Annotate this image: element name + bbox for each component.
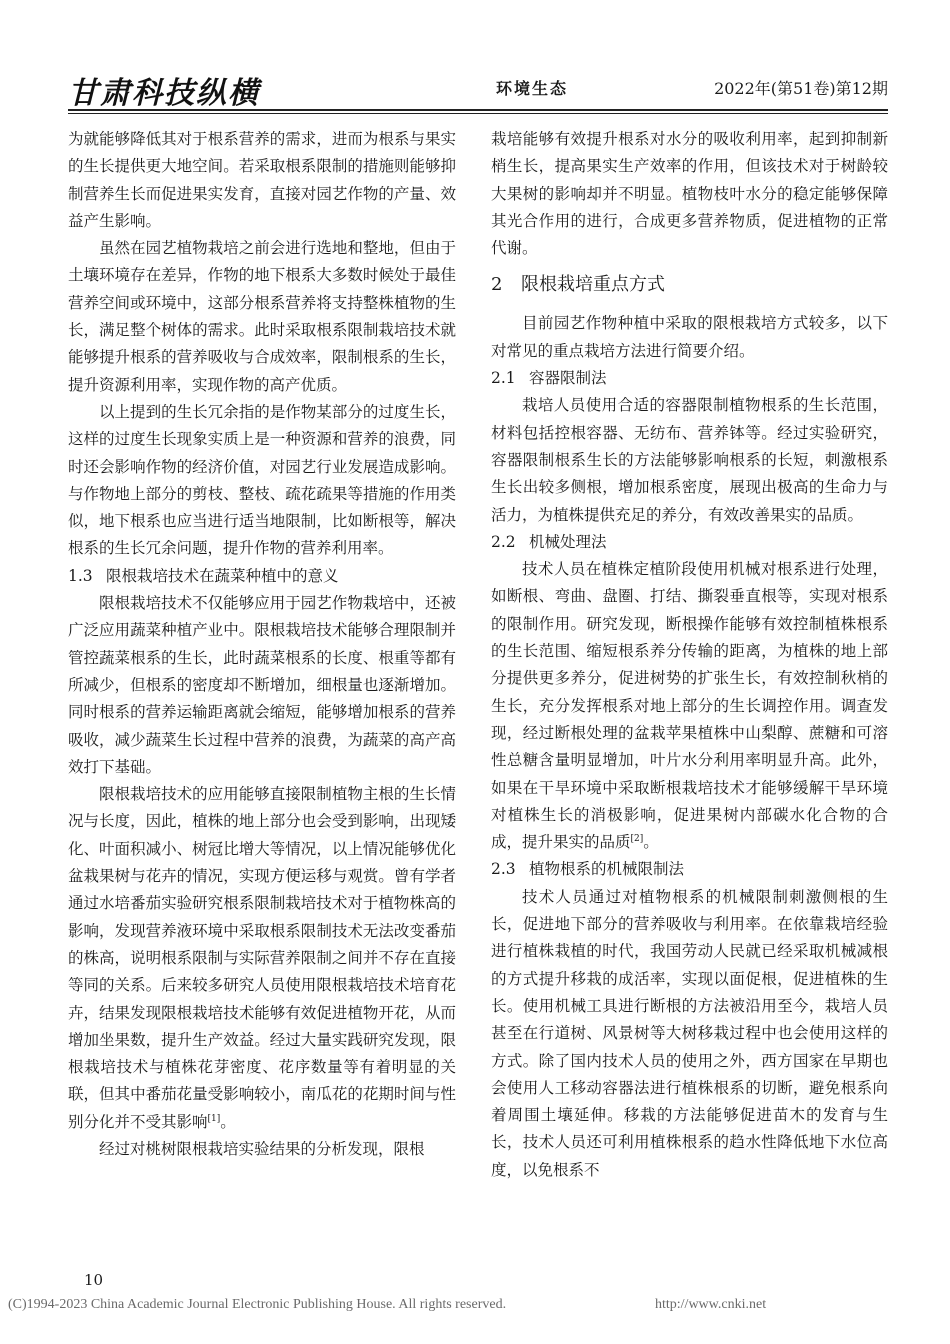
header-rule-thin	[68, 113, 888, 114]
footer-url: http://www.cnki.net	[655, 1297, 767, 1312]
heading-number: 2.1	[491, 369, 516, 388]
journal-title-logo: 甘肃科技纵横	[68, 76, 260, 111]
section-heading-2-3	[491, 856, 888, 883]
paragraph: 虽然在园艺植物栽培之前会进行选地和整地，但由于土壤环境存在差异，作物的地下根系大多数时候处于最佳营养空间或环境中，这部分根系营养将支持整株植物的生长，满足整个树体的需求。此时采取根系限制栽培技术就能够提升根系的营养吸收与合成效率，限制根系的生长，提升资源利用率，实现作物的高产优质。	[68, 239, 456, 394]
citation: [2]	[630, 833, 644, 844]
section-heading-2-2	[491, 529, 888, 556]
section-name: 环境生态	[496, 79, 569, 98]
paragraph: 目前园艺作物种植中采取的限根栽培方式较多，以下对常见的重点栽培方法进行简要介绍。	[491, 314, 888, 360]
paragraph: 限根栽培技术不仅能够应用于园艺作物栽培中，还被广泛应用蔬菜种植产业中。限根栽培技术能够合理限制并管控蔬菜根系的生长，此时蔬菜根系的长度、根重等都有所减少，但根系的密度却不断增加，细根量也逐渐增加。同时根系的营养运输距离就会缩短，能够增加根系的营养吸收，减少蔬菜生长过程中营养的浪费，为蔬菜的高产高效打下基础。	[68, 594, 456, 776]
section-heading-2-1	[491, 365, 888, 392]
heading-text: 植物根系的机械限制法	[529, 860, 685, 879]
paragraph: 以上提到的生长冗余指的是作物某部分的过度生长，这样的过度生长现象实质上是一种资源和营养的浪费，同时还会影响作物的经济价值，对园艺行业发展造成影响。与作物地上部分的剪枝、整枝、疏花疏果等措施的作用类似，地下根系也应当进行适当地限制，比如断根等，解决根系的生长冗余问题，提升作物的营养利用率。	[68, 402, 456, 558]
paragraph	[491, 556, 888, 856]
paragraph	[68, 781, 456, 1136]
paragraph-end: 。	[643, 833, 659, 852]
section-heading-1-3	[68, 563, 456, 590]
paragraph: 技术人员通过对植物根系的机械限制刺激侧根的生长，促进地下部分的营养吸收与利用率。在依靠栽培经验进行植株栽植的时代，我国劳动人民就已经采取机械减根的方式提升移栽的成活率，实现以面促根，促进植株的生长。使用机械工具进行断根的方法被沿用至今，栽培人员甚至在行道树、风景树等大树移栽过程中也会使用这样的方式。除了国内技术人员的使用之外，西方国家在早期也会使用人工移动容器法进行植株根系的切断，避免根系向着周围土壤延伸。移栽的方法能够促进苗木的发育与生长，技术人员还可利用植株根系的趋水性降低地下水位高度，以免根系不	[491, 887, 888, 1179]
paragraph-end: 。	[220, 1112, 236, 1131]
paragraph: 经过对桃树限根栽培实验结果的分析发现，限根	[99, 1139, 425, 1158]
heading-number: 1.3	[68, 566, 93, 585]
page-header	[68, 66, 888, 110]
heading-text: 限根栽培技术在蔬菜种植中的意义	[106, 566, 339, 585]
heading-text: 容器限制法	[529, 369, 607, 388]
header-rule	[68, 109, 888, 111]
heading-number: 2.3	[491, 860, 516, 879]
heading-text: 限根栽培重点方式	[521, 274, 665, 296]
citation: [1]	[207, 1113, 221, 1124]
heading-number: 2	[491, 274, 503, 296]
heading-number: 2.2	[491, 532, 516, 551]
issue-info: 2022年(第51卷)第12期	[714, 79, 888, 98]
left-column	[68, 126, 456, 1163]
paragraph: 栽培能够有效提升根系对水分的吸收利用率，起到抑制新梢生长，提高果实生产效率的作用，但该技术对于树龄较大果树的影响却并不明显。植物枝叶水分的稳定能够保障其光合作用的进行，合成更多营养物质，促进植物的正常代谢。	[491, 130, 888, 258]
paragraph: 为就能够降低其对于根系营养的需求，进而为根系与果实的生长提供更大地空间。若采取根系限制的措施则能够抑制营养生长而促进果实发育，直接对园艺作物的产量、效益产生影响。	[68, 130, 456, 230]
paragraph-text: 限根栽培技术的应用能够直接限制植物主根的生长情况与长度，因此，植株的地上部分也会受到影响，出现矮化、叶面积减小、树冠比增大等情况，以上情况能够优化盆栽果树与花卉的情况，实现方便运移与观赏。曾有学者通过水培番茄实验研究根系限制栽培技术对于植物株高的影响，发现营养液环境中采取根系限制技术无法改变番茄的株高，说明根系限制与实际营养限制之间并不存在直接等同的关系。后来较多研究人员使用限根栽培技术培育花卉，结果发现限根栽培技术能够有效促进植物开花，从而增加坐果数，提升生产效益。经过大量实践研究发现，限根栽培技术与植株花芽密度、花序数量等有着明显的关联，但其中番茄花量受影响较小，南瓜花的花期时间与性别分化并不受其影响	[68, 785, 456, 1131]
section-heading-2	[491, 270, 888, 300]
copyright-notice: (C)1994-2023 China Academic Journal Electronic Publishing House. All rights reserved.	[8, 1297, 507, 1312]
heading-text: 机械处理法	[529, 532, 607, 551]
right-column	[491, 126, 888, 1184]
paragraph-text: 技术人员在植株定植阶段使用机械对根系进行处理，如断根、弯曲、盘圈、打结、撕裂垂直根等，实现对根系的限制作用。研究发现，断根操作能够有效控制植株根系的生长范围、缩短根系养分传输的距离，为植株的地上部分提供更多养分，促进树势的扩张生长，有效控制秋梢的生长，充分发挥根系对地上部分的生长调控作用。调查发现，经过断根处理的盆栽苹果植株中山梨醇、蔗糖和可溶性总糖含量明显增加，叶片水分利用率明显升高。此外，如果在干旱环境中采取断根栽培技术才能够缓解干旱环境对植株生长的消极影响，促进果树内部碳水化合物的合成，提升果实的品质	[491, 560, 888, 852]
page-number: 10	[84, 1271, 104, 1289]
paragraph: 栽培人员使用合适的容器限制植物根系的生长范围，材料包括控根容器、无纺布、营养钵等。经过实验研究，容器限制根系生长的方法能够影响根系的长短，刺激根系生长出较多侧根，增加根系密度，展现出极高的生命力与活力，为植株提供充足的养分，有效改善果实的品质。	[491, 396, 888, 524]
